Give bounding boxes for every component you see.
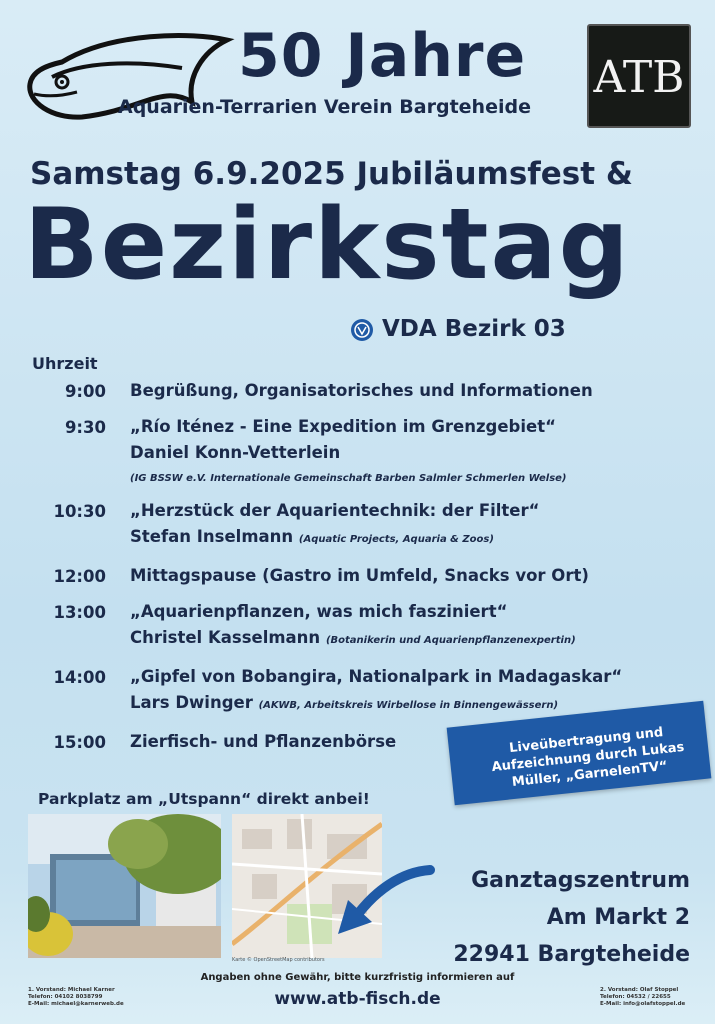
schedule-title: Mittagspause (Gastro im Umfeld, Snacks vor Ort) [130,566,589,585]
schedule-title: „Río Iténez - Eine Expedition im Grenzgebiet“ [130,417,556,436]
schedule-org: (Botanikerin und Aquarienpflanzenexpertin) [325,635,576,646]
schedule-list [30,378,690,765]
schedule-item [30,378,690,404]
schedule-item [30,498,690,553]
contact-line: Telefon: 04102 8038799 [28,994,103,1000]
schedule-item [30,563,690,589]
logo-letters: ATB [593,52,685,103]
contact-line: 2. Vorstand: Olaf Stoppel [600,987,679,993]
schedule-item [30,664,690,719]
contact-line: E-Mail: michael@karnerweb.de [28,1001,124,1007]
venue-address [420,862,690,973]
contact-left [28,987,124,1008]
schedule-time: 9:00 [64,382,106,401]
address-line: Am Markt 2 [546,905,690,930]
vda-emblem-icon [350,318,374,342]
schedule-item [30,414,690,488]
contact-right [600,987,685,1008]
schedule-time: 14:00 [53,668,106,687]
schedule-title: „Gipfel von Bobangira, Nationalpark in Madagaskar“ [130,667,623,686]
disclaimer: Angaben ohne Gewähr, bitte kurzfristig informieren auf [200,972,515,983]
district-label: VDA Bezirk 03 [382,316,566,342]
contact-line: Telefon: 04532 / 22655 [600,994,671,1000]
schedule-speaker: Christel Kasselmann [130,628,321,647]
address-line: Ganztagszentrum [471,868,690,893]
schedule-speaker: Lars Dwinger [130,693,253,712]
contact-line: E-Mail: info@olafstoppel.de [600,1001,686,1007]
anniversary-title: 50 Jahre [238,21,527,91]
schedule-time: 15:00 [53,733,106,752]
schedule-speaker: Daniel Konn-Vetterlein [130,443,341,462]
website-link[interactable]: www.atb-fisch.de [274,989,441,1009]
schedule-title: „Herzstück der Aquarientechnik: der Filter“ [130,501,540,520]
venue-photo [28,814,221,958]
schedule-time: 9:30 [64,418,106,437]
schedule-time: 12:00 [53,567,106,586]
map-credit: Karte © OpenStreetMap contributors [232,957,325,963]
event-title: Bezirkstag [24,188,631,302]
parking-note: Parkplatz am „Utspann“ direkt anbei! [38,790,370,808]
address-line: 22941 Bargteheide [453,942,690,967]
livestream-banner-text: Liveübertragung und Aufzeichnung durch Lukas Müller, „GarnelenTV“ [490,725,686,791]
schedule-title: Zierfisch- und Pflanzenbörse [130,732,397,751]
schedule-org: (Aquatic Projects, Aquaria & Zoos) [298,534,494,545]
schedule-title: „Aquarienpflanzen, was mich fasziniert“ [130,602,508,621]
club-name: Aquarien-Terrarien Verein Bargteheide [118,96,531,118]
schedule-speaker: Stefan Inselmann [130,527,294,546]
schedule-org: (IG BSSW e.V. Internationale Gemeinschaft Barben Salmler Schmerlen Welse) [130,473,567,484]
schedule-time: 10:30 [53,502,106,521]
event-headline: Samstag 6.9.2025 Jubiläumsfest & [30,156,633,192]
schedule-title: Begrüßung, Organisatorisches und Informationen [130,381,593,400]
schedule-heading: Uhrzeit [32,354,98,373]
schedule-item [30,599,690,654]
schedule-org: (AKWB, Arbeitskreis Wirbellose in Binnengewässern) [258,700,559,711]
schedule-time: 13:00 [53,603,106,622]
contact-line: 1. Vorstand: Michael Karner [28,987,115,993]
atb-logo-icon [587,24,691,128]
